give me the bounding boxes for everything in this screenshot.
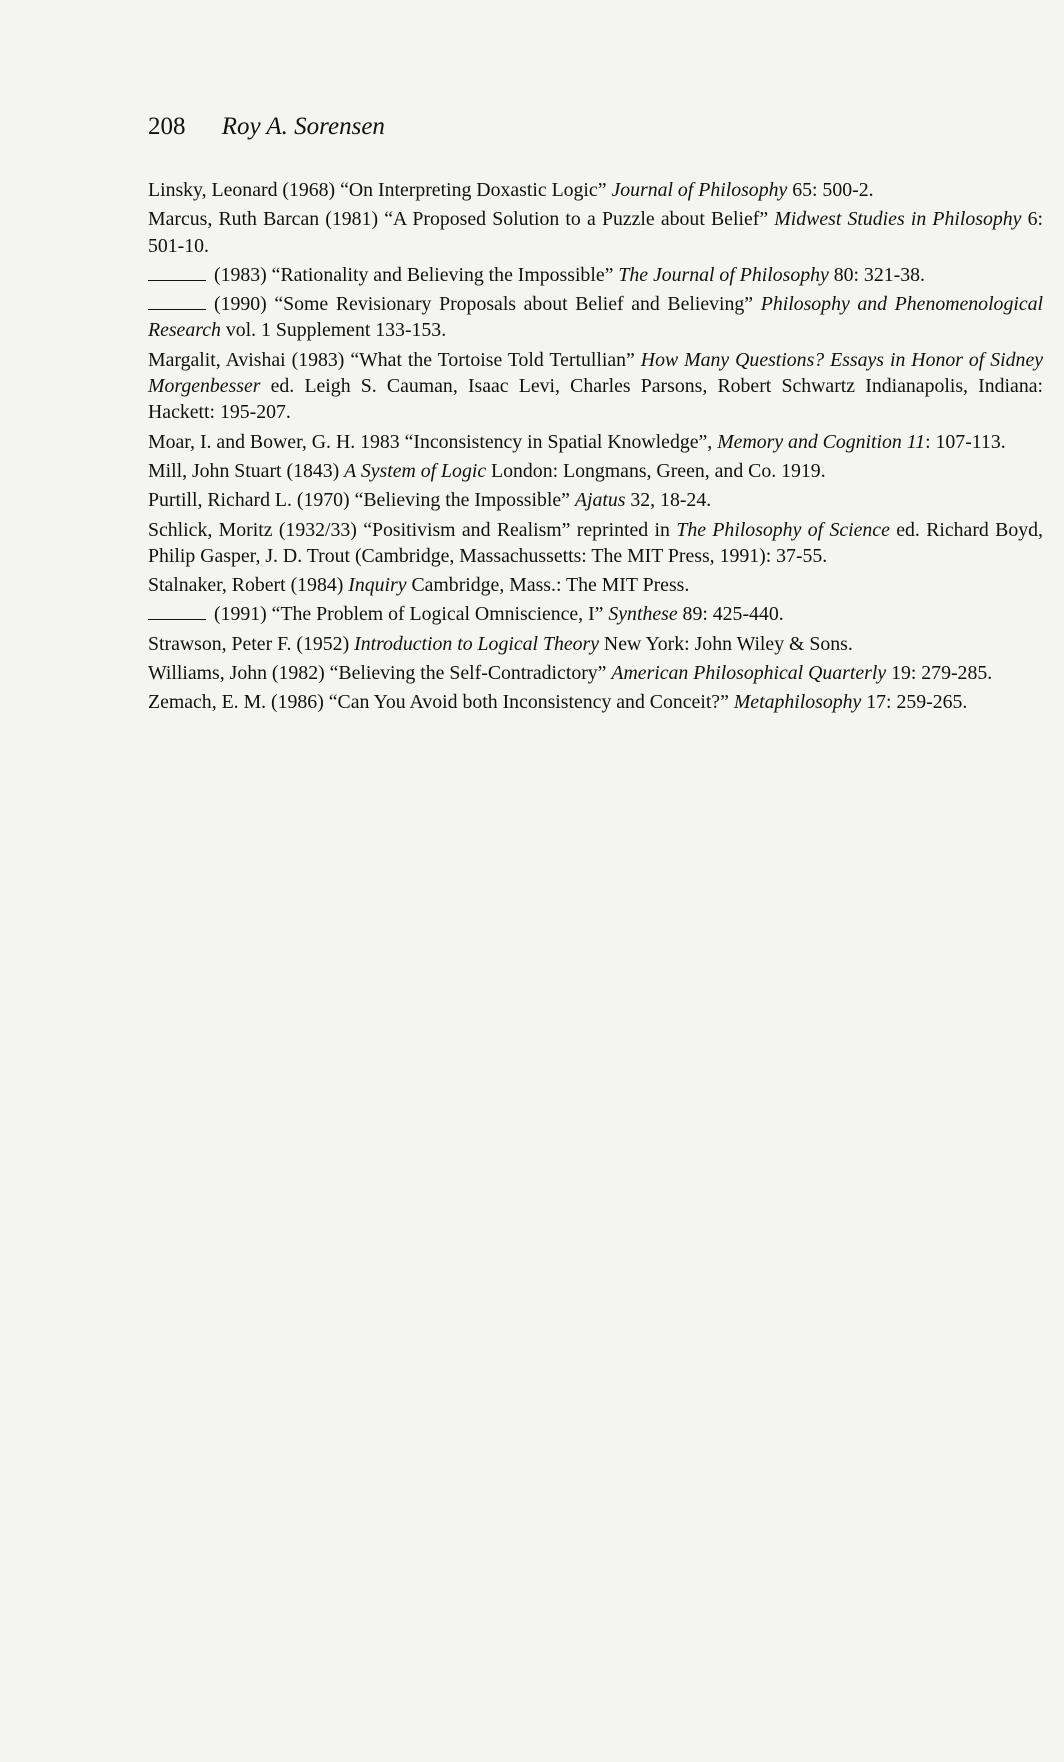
reference-text: Stalnaker, Robert (1984) bbox=[148, 574, 349, 597]
reference-text: Zemach, E. M. (1986) “Can You Avoid both Inconsistency and Conceit?” bbox=[148, 691, 734, 714]
reference-text: London: Longmans, Green, and Co. 1919. bbox=[486, 459, 826, 482]
same-author-dash bbox=[148, 618, 206, 620]
reference-text: 80: 321-38. bbox=[828, 263, 925, 286]
reference-entry bbox=[148, 291, 1043, 344]
reference-text: Moar, I. and Bower, G. H. 1983 “Inconsistency in Spatial Knowledge”, bbox=[148, 430, 718, 453]
reference-entry bbox=[148, 601, 1043, 627]
reference-entry bbox=[148, 631, 1043, 657]
page-header bbox=[148, 112, 385, 142]
reference-text: 6: 501-10. bbox=[148, 208, 1043, 257]
reference-entry bbox=[148, 487, 1043, 513]
reference-text: Purtill, Richard L. (1970) “Believing the Impossible” bbox=[148, 489, 575, 512]
reference-text: Mill, John Stuart (1843) bbox=[148, 459, 345, 482]
reference-entry bbox=[148, 660, 1043, 686]
reference-title: The Journal of Philosophy bbox=[618, 263, 829, 286]
reference-text: 89: 425-440. bbox=[677, 603, 784, 626]
reference-text: (1991) “The Problem of Logical Omniscience, I” bbox=[214, 603, 609, 626]
reference-title: A System of Logic bbox=[344, 459, 487, 482]
reference-title: Midwest Studies in Philosophy bbox=[774, 208, 1022, 231]
reference-text: ed. Richard Boyd, Philip Gasper, J. D. Trout (Cambridge, Massachussetts: The MIT Press, 1991): 37-55. bbox=[148, 518, 1043, 567]
reference-title: Journal of Philosophy bbox=[611, 179, 788, 201]
reference-title: American Philosophical Quarterly bbox=[611, 662, 887, 685]
reference-title: Ajatus bbox=[574, 489, 626, 512]
reference-entry bbox=[148, 177, 1043, 203]
reference-text: 19: 279-285. bbox=[886, 662, 993, 685]
reference-title: Metaphilosophy bbox=[733, 691, 862, 714]
reference-text: : 107-113. bbox=[925, 430, 1006, 453]
reference-text: Williams, John (1982) “Believing the Self-Contradictory” bbox=[148, 662, 612, 685]
same-author-dash bbox=[148, 279, 206, 281]
reference-title: Introduction to Logical Theory bbox=[354, 632, 599, 655]
reference-entry bbox=[148, 458, 1043, 484]
reference-title: How Many Questions? Essays in Honor of Sidney Morgenbesser bbox=[148, 348, 1044, 398]
running-head-author: Roy A. Sorensen bbox=[221, 113, 385, 140]
reference-text: (1990) “Some Revisionary Proposals about Belief and Believing” bbox=[214, 293, 761, 316]
reference-title: Philosophy and Phenomenological Research bbox=[148, 293, 1044, 342]
reference-entry bbox=[148, 347, 1043, 426]
page-number: 208 bbox=[148, 113, 186, 140]
reference-text: 17: 259-265. bbox=[861, 691, 968, 714]
reference-text: Cambridge, Mass.: The MIT Press. bbox=[406, 574, 690, 597]
reference-text: (1983) “Rationality and Believing the Impossible” bbox=[214, 263, 619, 286]
reference-title: Memory and Cognition 11 bbox=[717, 430, 926, 453]
reference-entry bbox=[148, 689, 1043, 715]
reference-text: 65: 500-2. bbox=[787, 179, 874, 201]
reference-list bbox=[148, 177, 1043, 719]
reference-title: Inquiry bbox=[348, 574, 407, 597]
reference-text: Strawson, Peter F. (1952) bbox=[148, 632, 355, 655]
reference-text: Linsky, Leonard (1968) “On Interpreting Doxastic Logic” bbox=[148, 179, 612, 201]
reference-text: Margalit, Avishai (1983) “What the Tortoise Told Tertullian” bbox=[148, 348, 641, 371]
reference-title: The Philosophy of Science bbox=[676, 518, 890, 541]
reference-entry bbox=[148, 206, 1043, 259]
reference-text: 32, 18-24. bbox=[625, 489, 712, 512]
reference-text: Schlick, Moritz (1932/33) “Positivism and Realism” reprinted in bbox=[148, 518, 677, 541]
same-author-dash bbox=[148, 308, 206, 310]
reference-text: New York: John Wiley & Sons. bbox=[598, 632, 853, 655]
reference-entry bbox=[148, 517, 1043, 570]
reference-title: Synthese bbox=[608, 603, 678, 626]
reference-entry bbox=[148, 572, 1043, 598]
reference-text: ed. Leigh S. Cauman, Isaac Levi, Charles Parsons, Robert Schwartz Indianapolis, Indiana: Hackett: 195-207. bbox=[148, 375, 1043, 424]
reference-text: Marcus, Ruth Barcan (1981) “A Proposed Solution to a Puzzle about Belief” bbox=[148, 208, 775, 231]
reference-text: vol. 1 Supplement 133-153. bbox=[220, 319, 447, 342]
reference-entry bbox=[148, 262, 1043, 288]
reference-entry bbox=[148, 429, 1043, 455]
